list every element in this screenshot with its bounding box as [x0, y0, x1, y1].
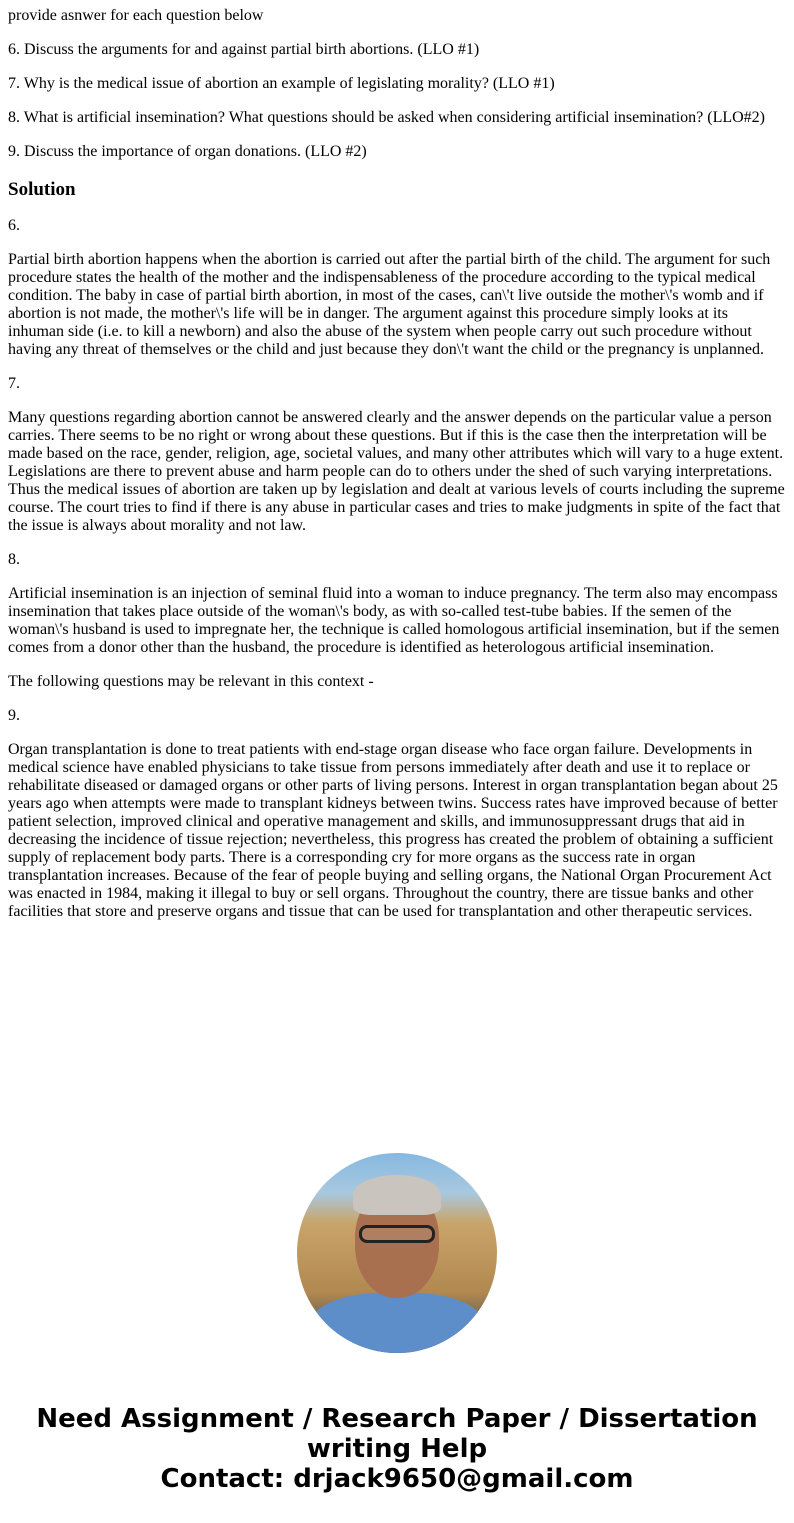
banner-contact: Contact: drjack9650@gmail.com [160, 1464, 634, 1494]
answer-9-number: 9. [8, 707, 20, 724]
photo-hair [353, 1175, 441, 1215]
question-6: 6. Discuss the arguments for and against partial birth abortions. (LLO #1) [8, 41, 480, 58]
question-7: 7. Why is the medical issue of abortion an example of legislating morality? (LLO #1) [8, 75, 555, 92]
question-intro: provide asnwer for each question below [8, 7, 264, 24]
solution-heading: Solution [8, 179, 76, 200]
question-9: 9. Discuss the importance of organ donations. (LLO #2) [8, 143, 367, 160]
answer-8-number: 8. [8, 551, 20, 568]
question-8: 8. What is artificial insemination? What questions should be asked when considering artificial insemination? (LLO#2) [8, 109, 765, 126]
author-photo [297, 1153, 497, 1353]
answer-7-text: Many questions regarding abortion cannot be answered clearly and the answer depends on the particular value a person carries. There seems to be no right or wrong about these questions. But if this is the case then the interpretation will be made based on the race, gender, religion, age, societal values, and many other attributes which will vary to a huge extent. Legislations are there to prevent abuse and harm people can do to others under the shed of such varying interpretations. Thus the medical issues of abortion are taken up by legislation and dealt at various levels of courts including the supreme course. The court tries to find if there is any abuse in particular cases and tries to make judgments in spite of the fact that the issue is always about morality and not law. [8, 409, 785, 534]
answer-6-text: Partial birth abortion happens when the abortion is carried out after the partial birth of the child. The argument for such procedure states the health of the mother and the indispensableness of the procedure according to the typical medical condition. The baby in case of partial birth abortion, in most of the cases, can\'t live outside the mother\'s womb and if abortion is not made, the mother\'s life will be in danger. The argument against this procedure simply looks at its inhuman side (i.e. to kill a newborn) and also the abuse of the system when people carry out such procedure without having any threat of themselves or the child and just because they don\'t want the child or the pregnancy is unplanned. [8, 251, 771, 358]
answer-6-number: 6. [8, 217, 20, 234]
contact-banner [0, 1404, 794, 1494]
glasses-icon [359, 1225, 435, 1243]
answer-8-followup: The following questions may be relevant in this context - [8, 673, 374, 690]
banner-headline: Need Assignment / Research Paper / Dissertation writing Help [36, 1404, 758, 1464]
photo-shirt [307, 1293, 487, 1353]
answer-7-number: 7. [8, 375, 20, 392]
answer-9-text: Organ transplantation is done to treat patients with end-stage organ disease who face organ failure. Developments in medical science have enabled physicians to take tissue from persons immediately after death and use it to replace or rehabilitate diseased or damaged organs or other parts of living persons. Interest in organ transplantation began about 25 years ago when attempts were made to transplant kidneys between twins. Success rates have improved because of better patient selection, improved clinical and operative management and skills, and immunosuppressant drugs that aid in decreasing the incidence of tissue rejection; nevertheless, this progress has created the problem of obtaining a sufficient supply of replacement body parts. There is a corresponding cry for more organs as the success rate in organ transplantation increases. Because of the fear of people buying and selling organs, the National Organ Procurement Act was enacted in 1984, making it illegal to buy or sell organs. Throughout the country, there are tissue banks and other facilities that store and preserve organs and tissue that can be used for transplantation and other therapeutic services. [8, 741, 778, 920]
answer-8-text: Artificial insemination is an injection of seminal fluid into a woman to induce pregnancy. The term also may encompass insemination that takes place outside of the woman\'s body, as with so-called test-tube babies. If the semen of the woman\'s husband is used to impregnate her, the technique is called homologous artificial insemination, but if the semen comes from a donor other than the husband, the procedure is identified as heterologous artificial insemination. [8, 585, 780, 656]
